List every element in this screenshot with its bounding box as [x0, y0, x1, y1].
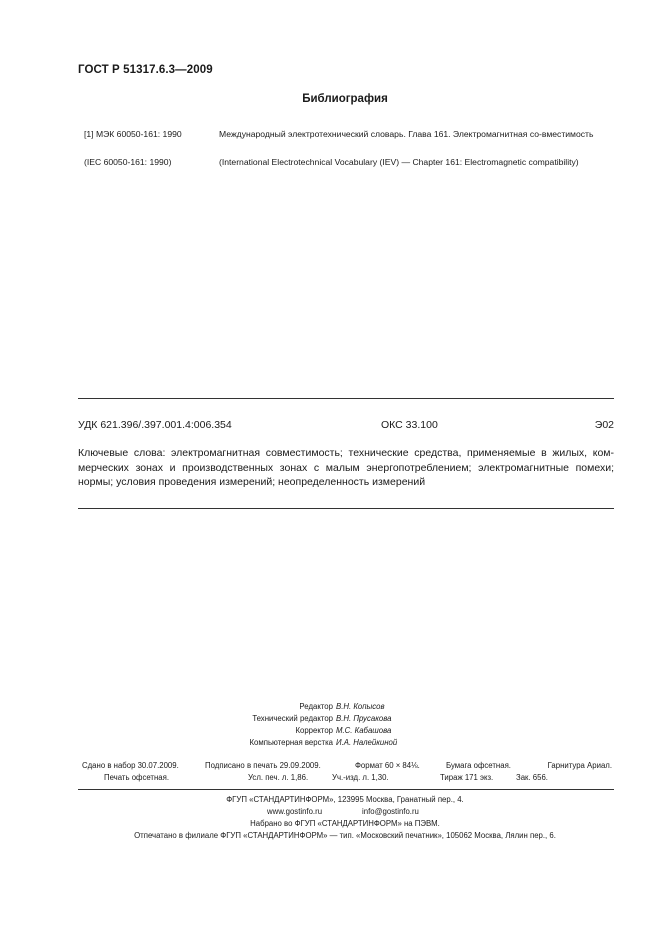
imprint-pub-sheets: Уч.-изд. л. 1,30. — [332, 773, 389, 782]
bibliography-text: Международный электротехнический словарь. Глава 161. Электромагнитная со-вместимость — [219, 129, 594, 139]
divider — [78, 398, 614, 399]
imprint-typeset: Сдано в набор 30.07.2009. — [82, 761, 179, 770]
divider — [78, 508, 614, 509]
oks-code: ОКС 33.100 — [381, 419, 438, 431]
divider — [78, 789, 614, 790]
imprint-paper: Бумага офсетная. — [446, 761, 511, 770]
standard-code: ГОСТ Р 51317.6.3—2009 — [78, 64, 213, 76]
publisher-email[interactable]: info@gostinfo.ru — [362, 807, 419, 816]
staff-name: В.Н. Копысов — [336, 702, 385, 711]
publisher-address: ФГУП «СТАНДАРТИНФОРМ», 123995 Москва, Гранатный пер., 4. — [226, 795, 464, 804]
bibliography-ref: [1] МЭК 60050-161: 1990 — [84, 129, 182, 139]
bibliography-text: (International Electrotechnical Vocabulary (IEV) — Chapter 161: Electromagnetic compatibility) — [219, 157, 579, 167]
imprint — [82, 760, 612, 784]
publisher-contacts — [0, 806, 661, 818]
staff-name: М.С. Кабашова — [336, 726, 392, 735]
staff-row — [240, 713, 500, 725]
staff-row — [240, 725, 500, 737]
staff-list — [240, 701, 500, 749]
publisher-website[interactable]: www.gostinfo.ru — [267, 807, 323, 816]
udk-code: УДК 621.396/.397.001.4:006.354 — [78, 419, 232, 431]
staff-role: Корректор — [295, 726, 333, 735]
imprint-signed: Подписано в печать 29.09.2009. — [205, 761, 321, 770]
bibliography-ref: (IEC 60050-161: 1990) — [84, 157, 172, 167]
staff-row — [240, 737, 500, 749]
imprint-row — [82, 772, 612, 784]
staff-role: Технический редактор — [252, 714, 333, 723]
staff-name: В.Н. Прусакова — [336, 714, 392, 723]
keywords: Ключевые слова: электромагнитная совместимость; технические средства, применяемые в жилых, ком-мерческих зонах и производственных зонах с малым энергопотреблением; электромагнитные помехи; нормы; условия проведения измерений; неопределенность измерений — [78, 447, 614, 488]
imprint-row — [82, 760, 612, 772]
imprint-print: Печать офсетная. — [104, 773, 170, 782]
imprint-print-sheets: Усл. печ. л. 1,86. — [248, 773, 309, 782]
bibliography-entry — [84, 128, 612, 152]
group-code: Э02 — [594, 419, 614, 431]
staff-role: Компьютерная верстка — [249, 738, 333, 747]
imprint-run: Тираж 171 экз. — [440, 773, 494, 782]
publisher-printed: Отпечатано в филиале ФГУП «СТАНДАРТИНФОРМ» — тип. «Московский печатник», 105062 Москва, Лялин пер., 6. — [134, 831, 556, 840]
imprint-font: Гарнитура Ариал. — [547, 761, 612, 770]
publisher-info — [0, 794, 661, 842]
staff-role: Редактор — [299, 702, 333, 711]
staff-row — [240, 701, 500, 713]
staff-name: И.А. Налейкиной — [336, 738, 398, 747]
publisher-typeset: Набрано во ФГУП «СТАНДАРТИНФОРМ» на ПЭВМ. — [250, 819, 440, 828]
bibliography-entry — [84, 156, 612, 180]
bibliography-title: Библиография — [302, 93, 388, 105]
imprint-order: Зак. 656. — [516, 773, 548, 782]
imprint-format: Формат 60 × 84⅛. — [355, 761, 420, 770]
